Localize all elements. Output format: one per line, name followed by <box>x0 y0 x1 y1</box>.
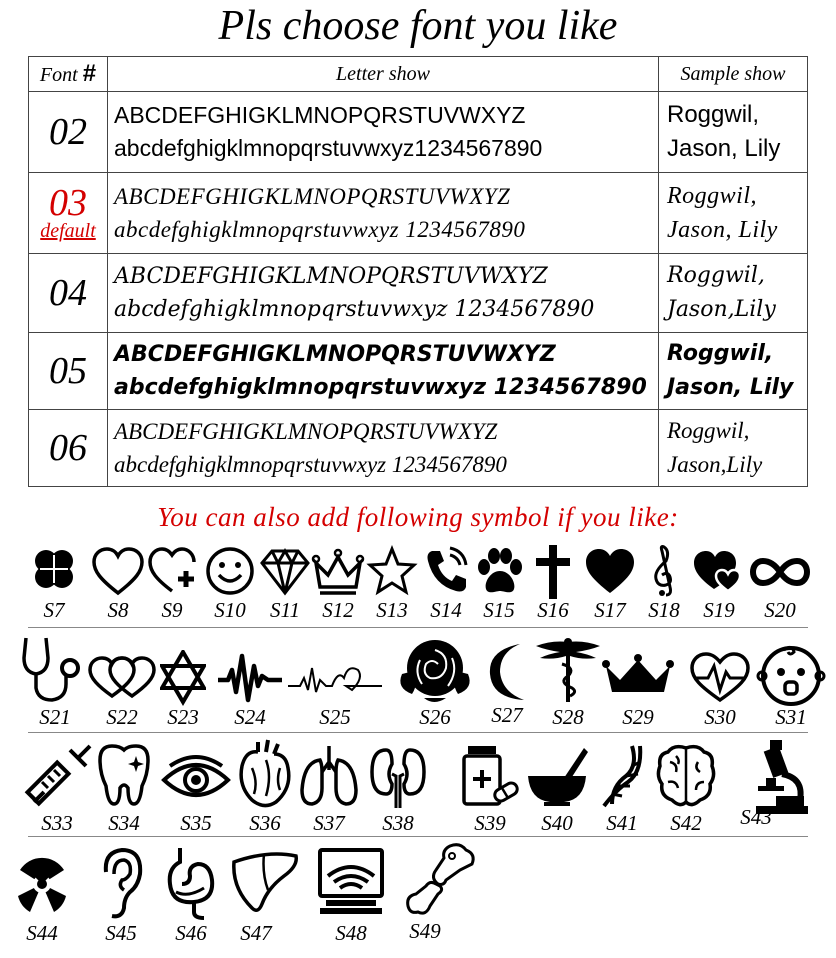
symbol-s11[interactable]: S11 <box>258 545 312 621</box>
medicine-bottle-icon <box>458 742 522 812</box>
symbol-s28[interactable]: S28 <box>532 636 604 728</box>
symbol-s37[interactable]: S37 <box>298 742 360 834</box>
symbol-subtitle: You can also add following symbol if you like: <box>157 502 679 532</box>
ultrasound-icon <box>316 846 386 922</box>
symbol-s48[interactable]: S48 <box>316 846 386 944</box>
symbol-s13[interactable]: S13 <box>366 545 418 621</box>
divider <box>28 836 808 837</box>
symbol-s21[interactable]: S21 <box>18 634 92 728</box>
sample-show: Roggwil, Jason,Lily <box>659 254 808 333</box>
ear-icon <box>96 846 146 922</box>
symbol-s22[interactable]: S22 <box>86 650 158 728</box>
symbol-s46[interactable]: S46 <box>164 846 218 944</box>
star-of-david-icon <box>160 650 206 706</box>
stomach-icon <box>164 846 218 922</box>
symbol-s30[interactable]: S30 <box>688 650 752 728</box>
symbol-s18[interactable]: S18 <box>644 545 684 621</box>
symbol-s26[interactable]: S26 <box>394 636 476 728</box>
infinity-icon <box>750 545 810 599</box>
symbol-s29[interactable]: S29 <box>602 650 674 728</box>
mortar-pestle-icon <box>524 742 590 812</box>
symbol-s35[interactable]: S35 <box>160 750 232 834</box>
crown-outline-icon <box>310 545 366 599</box>
symbol-s9[interactable]: S9 <box>146 545 198 621</box>
symbol-s47[interactable]: S47 <box>228 846 302 944</box>
double-heart-icon <box>690 545 748 599</box>
crescent-moon-icon <box>484 640 530 704</box>
symbol-s31[interactable]: S31 <box>754 642 828 728</box>
anatomical-heart-icon <box>236 738 294 812</box>
heartbeat-line-icon <box>216 650 284 706</box>
default-badge: default <box>40 220 96 242</box>
cross-icon <box>528 545 578 599</box>
crown-solid-icon <box>602 650 674 706</box>
letter-show-header: Letter show <box>108 57 659 92</box>
symbol-s19[interactable]: S19 <box>690 545 748 621</box>
sample-show-header: Sample show <box>659 57 808 92</box>
symbol-s20[interactable]: S20 <box>750 545 810 621</box>
font-number: 02 <box>49 111 87 153</box>
stethoscope-icon <box>18 634 92 706</box>
paw-print-icon <box>472 545 526 599</box>
syringe-icon <box>20 742 94 812</box>
symbol-s40[interactable]: S40 <box>524 742 590 834</box>
symbol-s44[interactable]: S44 <box>16 850 68 944</box>
font-row-04[interactable] <box>29 254 808 333</box>
kidneys-icon <box>368 742 428 812</box>
sample-show: Roggwil, Jason, Lily <box>659 173 808 254</box>
table-header-row <box>29 57 808 92</box>
diamond-icon <box>258 545 312 599</box>
symbol-s12[interactable]: S12 <box>310 545 366 621</box>
font-table <box>28 56 808 487</box>
font-number: 04 <box>49 272 87 314</box>
font-number: 05 <box>49 350 87 392</box>
heart-solid-icon <box>582 545 638 599</box>
symbol-s36[interactable]: S36 <box>236 738 294 834</box>
baby-face-icon <box>754 642 828 706</box>
font-number: 06 <box>49 427 87 469</box>
symbol-s42[interactable]: S42 <box>654 742 718 834</box>
caduceus-icon <box>532 636 604 706</box>
bone-joint-icon <box>400 840 480 920</box>
font-row-05[interactable] <box>29 333 808 410</box>
sample-show: Roggwil, Jason, Lily <box>659 333 808 410</box>
heart-plus-icon <box>146 545 198 599</box>
symbol-s14[interactable]: S14 <box>420 545 472 621</box>
symbol-s45[interactable]: S45 <box>96 846 146 944</box>
font-number-header: Font # <box>29 57 108 92</box>
phone-icon <box>420 545 472 599</box>
star-outline-icon <box>366 545 418 599</box>
symbol-s49[interactable]: S49 <box>400 840 480 942</box>
symbol-s16[interactable]: S16 <box>528 545 578 621</box>
eye-icon <box>160 750 232 812</box>
font-row-03[interactable] <box>29 173 808 254</box>
radiation-icon <box>16 850 68 922</box>
symbol-s25[interactable]: S25 <box>286 650 384 728</box>
symbol-s41[interactable]: S41 <box>598 742 646 834</box>
sample-show: Roggwil, Jason, Lily <box>659 92 808 173</box>
smiley-face-icon <box>204 545 256 599</box>
rose-icon <box>394 636 476 706</box>
divider <box>28 732 808 733</box>
brain-icon <box>654 742 718 812</box>
lungs-icon <box>298 742 360 812</box>
symbol-s27[interactable]: S27 <box>484 640 530 726</box>
heartbeat-heart-line-icon <box>286 650 384 706</box>
letter-show: ABCDEFGHIGKLMNOPQRSTUVWXYZ abcdefghigklmnopqrstuvwxyz 1234567890 <box>108 254 659 333</box>
tooth-icon <box>96 742 152 812</box>
font-number: 03 <box>49 182 87 224</box>
font-row-06[interactable] <box>29 410 808 487</box>
symbol-s10[interactable]: S10 <box>204 545 256 621</box>
letter-show: ABCDEFGHIGKLMNOPQRSTUVWXYZ abcdefghigklmnopqrstuvwxyz 1234567890 <box>108 333 659 410</box>
heart-pulse-icon <box>688 650 752 706</box>
divider <box>28 627 808 628</box>
symbol-s33[interactable]: S33 <box>20 742 94 834</box>
dna-icon <box>598 742 646 812</box>
symbol-s8[interactable]: S8 <box>90 545 146 621</box>
two-hearts-icon <box>86 650 158 706</box>
symbol-s24[interactable]: S24 <box>216 650 284 728</box>
four-leaf-clover-icon <box>24 545 84 599</box>
symbol-s34[interactable]: S34 <box>96 742 152 834</box>
symbol-s17[interactable]: S17 <box>582 545 638 621</box>
sample-show: Roggwil, Jason,Lily <box>659 410 808 487</box>
liver-icon <box>228 846 302 922</box>
page-title: Pls choose font you like <box>218 3 618 49</box>
symbol-s7[interactable]: S7 <box>24 545 84 621</box>
treble-clef-icon <box>644 545 684 599</box>
font-row-02[interactable] <box>29 92 808 173</box>
letter-show: ABCDEFGHIGKLMNOPQRSTUVWXYZ abcdefghigklmnopqrstuvwxyz 1234567890 <box>108 410 659 487</box>
symbol-s15[interactable]: S15 <box>472 545 526 621</box>
symbol-s43[interactable]: S43 <box>736 738 810 828</box>
symbol-s23[interactable]: S23 <box>160 650 206 728</box>
heart-outline-icon <box>90 545 146 599</box>
symbol-s39[interactable]: S39 <box>458 742 522 834</box>
letter-show: ABCDEFGHIGKLMNOPQRSTUVWXYZ abcdefghigklmnopqrstuvwxyz1234567890 <box>108 92 659 173</box>
symbol-s38[interactable]: S38 <box>368 742 428 834</box>
letter-show: ABCDEFGHIGKLMNOPQRSTUVWXYZ abcdefghigklmnopqrstuvwxyz 1234567890 <box>108 173 659 254</box>
